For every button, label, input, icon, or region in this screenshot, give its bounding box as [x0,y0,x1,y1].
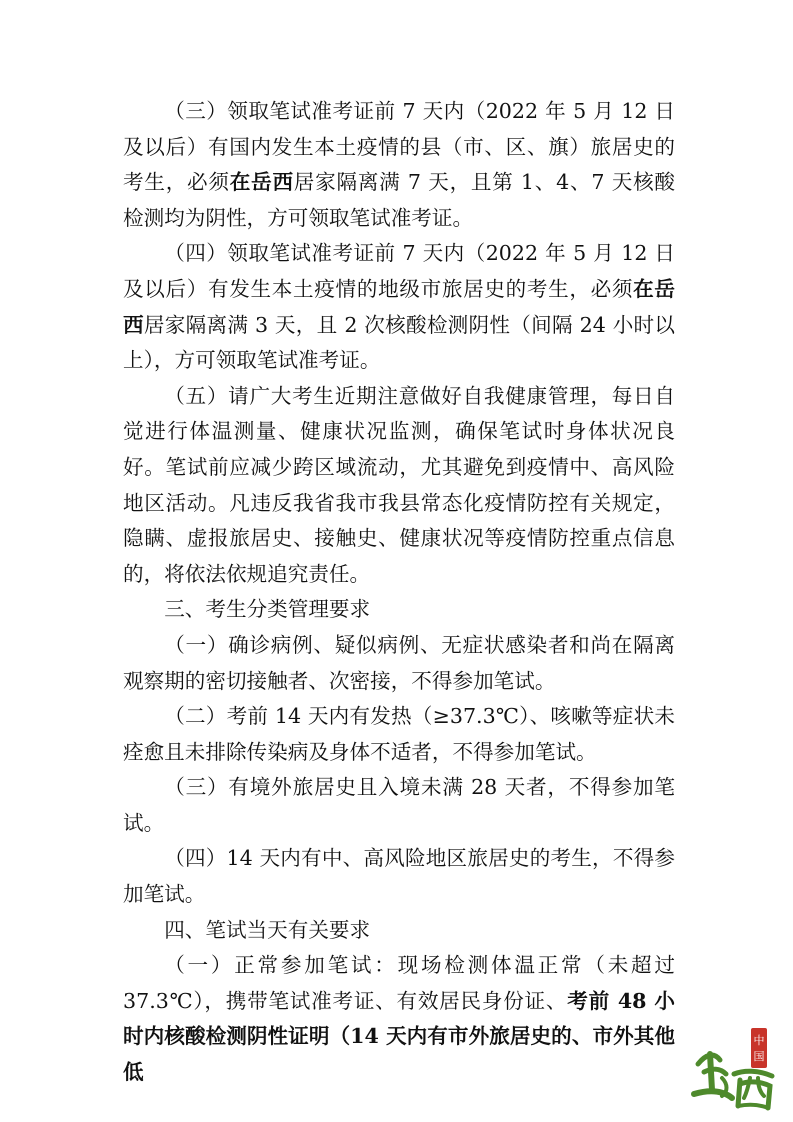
svg-text:中: 中 [753,1034,765,1047]
text-segment: （三）领取笔试准考证前 7 天内（2022 年 5 月 12 日及以后）有国内发生本土疫情的县（市、区、旗）旅居史的考生，必须 [123,99,675,195]
section-heading [123,592,675,628]
text-segment: （四）14 天内有中、高风险地区旅居史的考生，不得参加笔试。 [123,846,675,907]
paragraph [123,236,675,378]
paragraph [123,699,675,770]
paragraph [123,94,675,236]
paragraph [123,948,675,1090]
text-segment: 居家隔离满 3 天，且 2 次核酸检测阴性（间隔 24 小时以上），方可领取笔试准考证。 [123,312,676,373]
paragraph [123,841,675,912]
paragraph [123,770,675,841]
text-segment: 居家隔离满 7 天，且第 1、4、7 天核酸检测均为阴性，方可领取笔试准考证。 [123,170,676,230]
svg-text:国: 国 [753,1050,765,1063]
text-segment: （四）领取笔试准考证前 7 天内（2022 年 5 月 12 日及以后）有发生本土疫情的地级市旅居史的考生，必须 [123,241,675,301]
yuexi-logo [688,1024,783,1114]
emphasized-text: 考前 48 小时内核酸检测阴性证明（14 天内有市外旅居史的、市外其他低 [123,988,676,1085]
paragraph [123,628,675,699]
text-segment: （五）请广大考生近期注意做好自我健康管理，每日自觉进行体温测量、健康状况监测，确保笔试时身体状况良好。笔试前应减少跨区域流动，尤其避免到疫情中、高风险地区活动。凡违反我省我市我县常态化疫情防控有关规定，隐瞒、虚报旅居史、接触史、健康状况等疫情防控重点信息的，将依法依规追究责任。 [123,383,675,586]
emphasized-text: 在岳西 [229,170,294,195]
section-heading [123,913,675,949]
emphasized-text: 在岳西 [123,276,676,337]
text-segment: （二）考前 14 天内有发热（≥37.3℃）、咳嗽等症状未痊愈且未排除传染病及身体不适者，不得参加笔试。 [123,704,675,764]
text-segment: （一）确诊病例、疑似病例、无症状感染者和尚在隔离观察期的密切接触者、次密接，不得参加笔试。 [123,632,675,693]
paragraph [123,379,675,593]
text-segment: （三）有境外旅居史且入境未满 28 天者，不得参加笔试。 [123,775,675,835]
document-body [123,94,675,1091]
text-segment: 三、考生分类管理要求 [164,597,371,622]
text-segment: 四、笔试当天有关要求 [164,917,371,942]
text-segment: （一）正常参加笔试：现场检测体温正常（未超过 37.3℃），携带笔试准考证、有效居民身份证、 [123,953,675,1013]
